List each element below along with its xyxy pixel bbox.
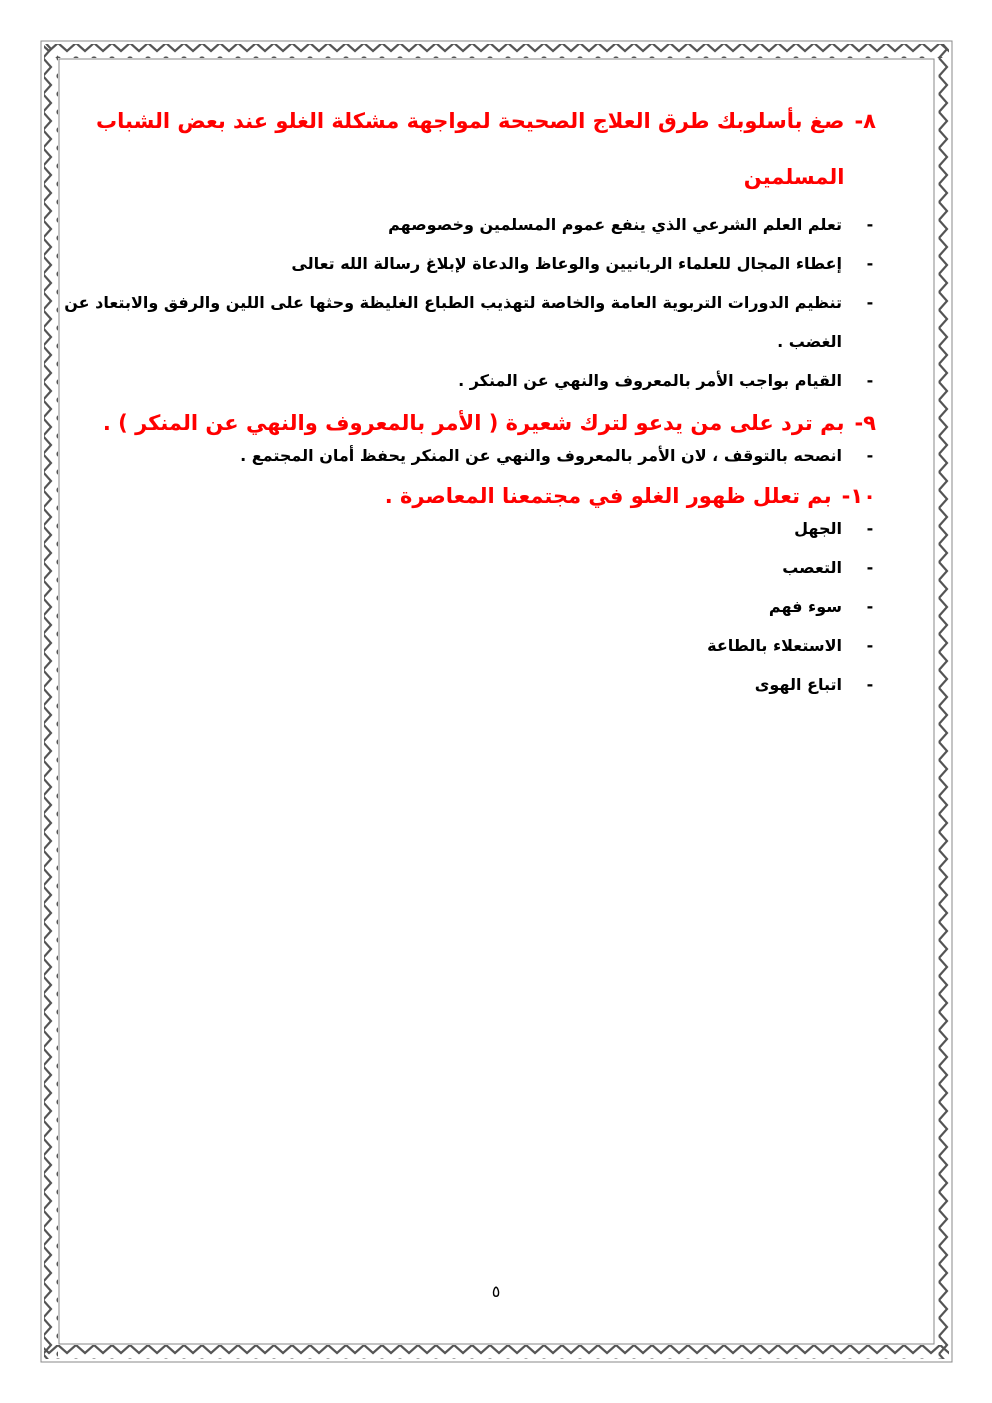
bullet-dash: - xyxy=(866,558,874,577)
page-number: ٥ xyxy=(491,1282,501,1301)
question-10-text: بم تعلل ظهور الغلو في مجتمعنا المعاصرة . xyxy=(384,484,832,508)
bullet-dash: - xyxy=(866,519,874,538)
answer-text: سوء فهم xyxy=(768,597,842,616)
list-item xyxy=(60,244,876,283)
answer-text: الاستعلاء بالطاعة xyxy=(707,636,842,655)
document-content xyxy=(60,108,876,704)
question-8-title xyxy=(60,108,876,205)
list-item xyxy=(60,436,876,475)
list-item xyxy=(60,626,876,665)
list-item xyxy=(60,665,876,704)
answer-text: القيام بواجب الأمر بالمعروف والنهي عن المنكر . xyxy=(458,371,842,390)
list-item xyxy=(60,587,876,626)
question-8-answers xyxy=(60,205,876,400)
question-9-title xyxy=(60,410,876,436)
answer-text: انصحه بالتوقف ، لان الأمر بالمعروف والنهي عن المنكر يحفظ أمان المجتمع . xyxy=(240,446,842,465)
list-item xyxy=(60,548,876,587)
question-8-text: صغ بأسلوبك طرق العلاج الصحيحة لمواجهة مشكلة الغلو عند بعض الشباب المسلمين xyxy=(96,109,845,189)
question-9-answers xyxy=(60,436,876,475)
bullet-dash: - xyxy=(866,371,874,390)
list-item xyxy=(16,283,876,361)
question-10-title xyxy=(60,483,876,509)
question-10-number: ١٠- xyxy=(841,484,876,508)
answer-text: تعلم العلم الشرعي الذي ينفع عموم المسلمين وخصوصهم xyxy=(388,215,842,234)
bullet-dash: - xyxy=(866,254,874,273)
question-9-text: بم ترد على من يدعو لترك شعيرة ( الأمر بالمعروف والنهي عن المنكر ) . xyxy=(102,411,845,435)
answer-text: اتباع الهوى xyxy=(754,675,842,694)
bullet-dash: - xyxy=(866,597,874,616)
answer-text: تنظيم الدورات التربوية العامة والخاصة لتهذيب الطباع الغليظة وحثها على اللين والرفق والابتعاد عن الغضب . xyxy=(64,293,842,351)
question-8-number: ٨- xyxy=(854,109,876,133)
bullet-dash: - xyxy=(866,675,874,694)
bullet-dash: - xyxy=(866,446,874,465)
bullet-dash: - xyxy=(866,293,874,312)
list-item xyxy=(60,361,876,400)
bullet-dash: - xyxy=(866,636,874,655)
answer-text: إعطاء المجال للعلماء الربانيين والوعاظ والدعاة لإبلاغ رسالة الله تعالى xyxy=(291,254,842,273)
question-10-answers xyxy=(60,509,876,704)
bullet-dash: - xyxy=(866,215,874,234)
list-item xyxy=(60,205,876,244)
question-9-number: ٩- xyxy=(854,411,876,435)
list-item xyxy=(60,509,876,548)
answer-text: التعصب xyxy=(782,558,842,577)
answer-text: الجهل xyxy=(794,519,842,538)
